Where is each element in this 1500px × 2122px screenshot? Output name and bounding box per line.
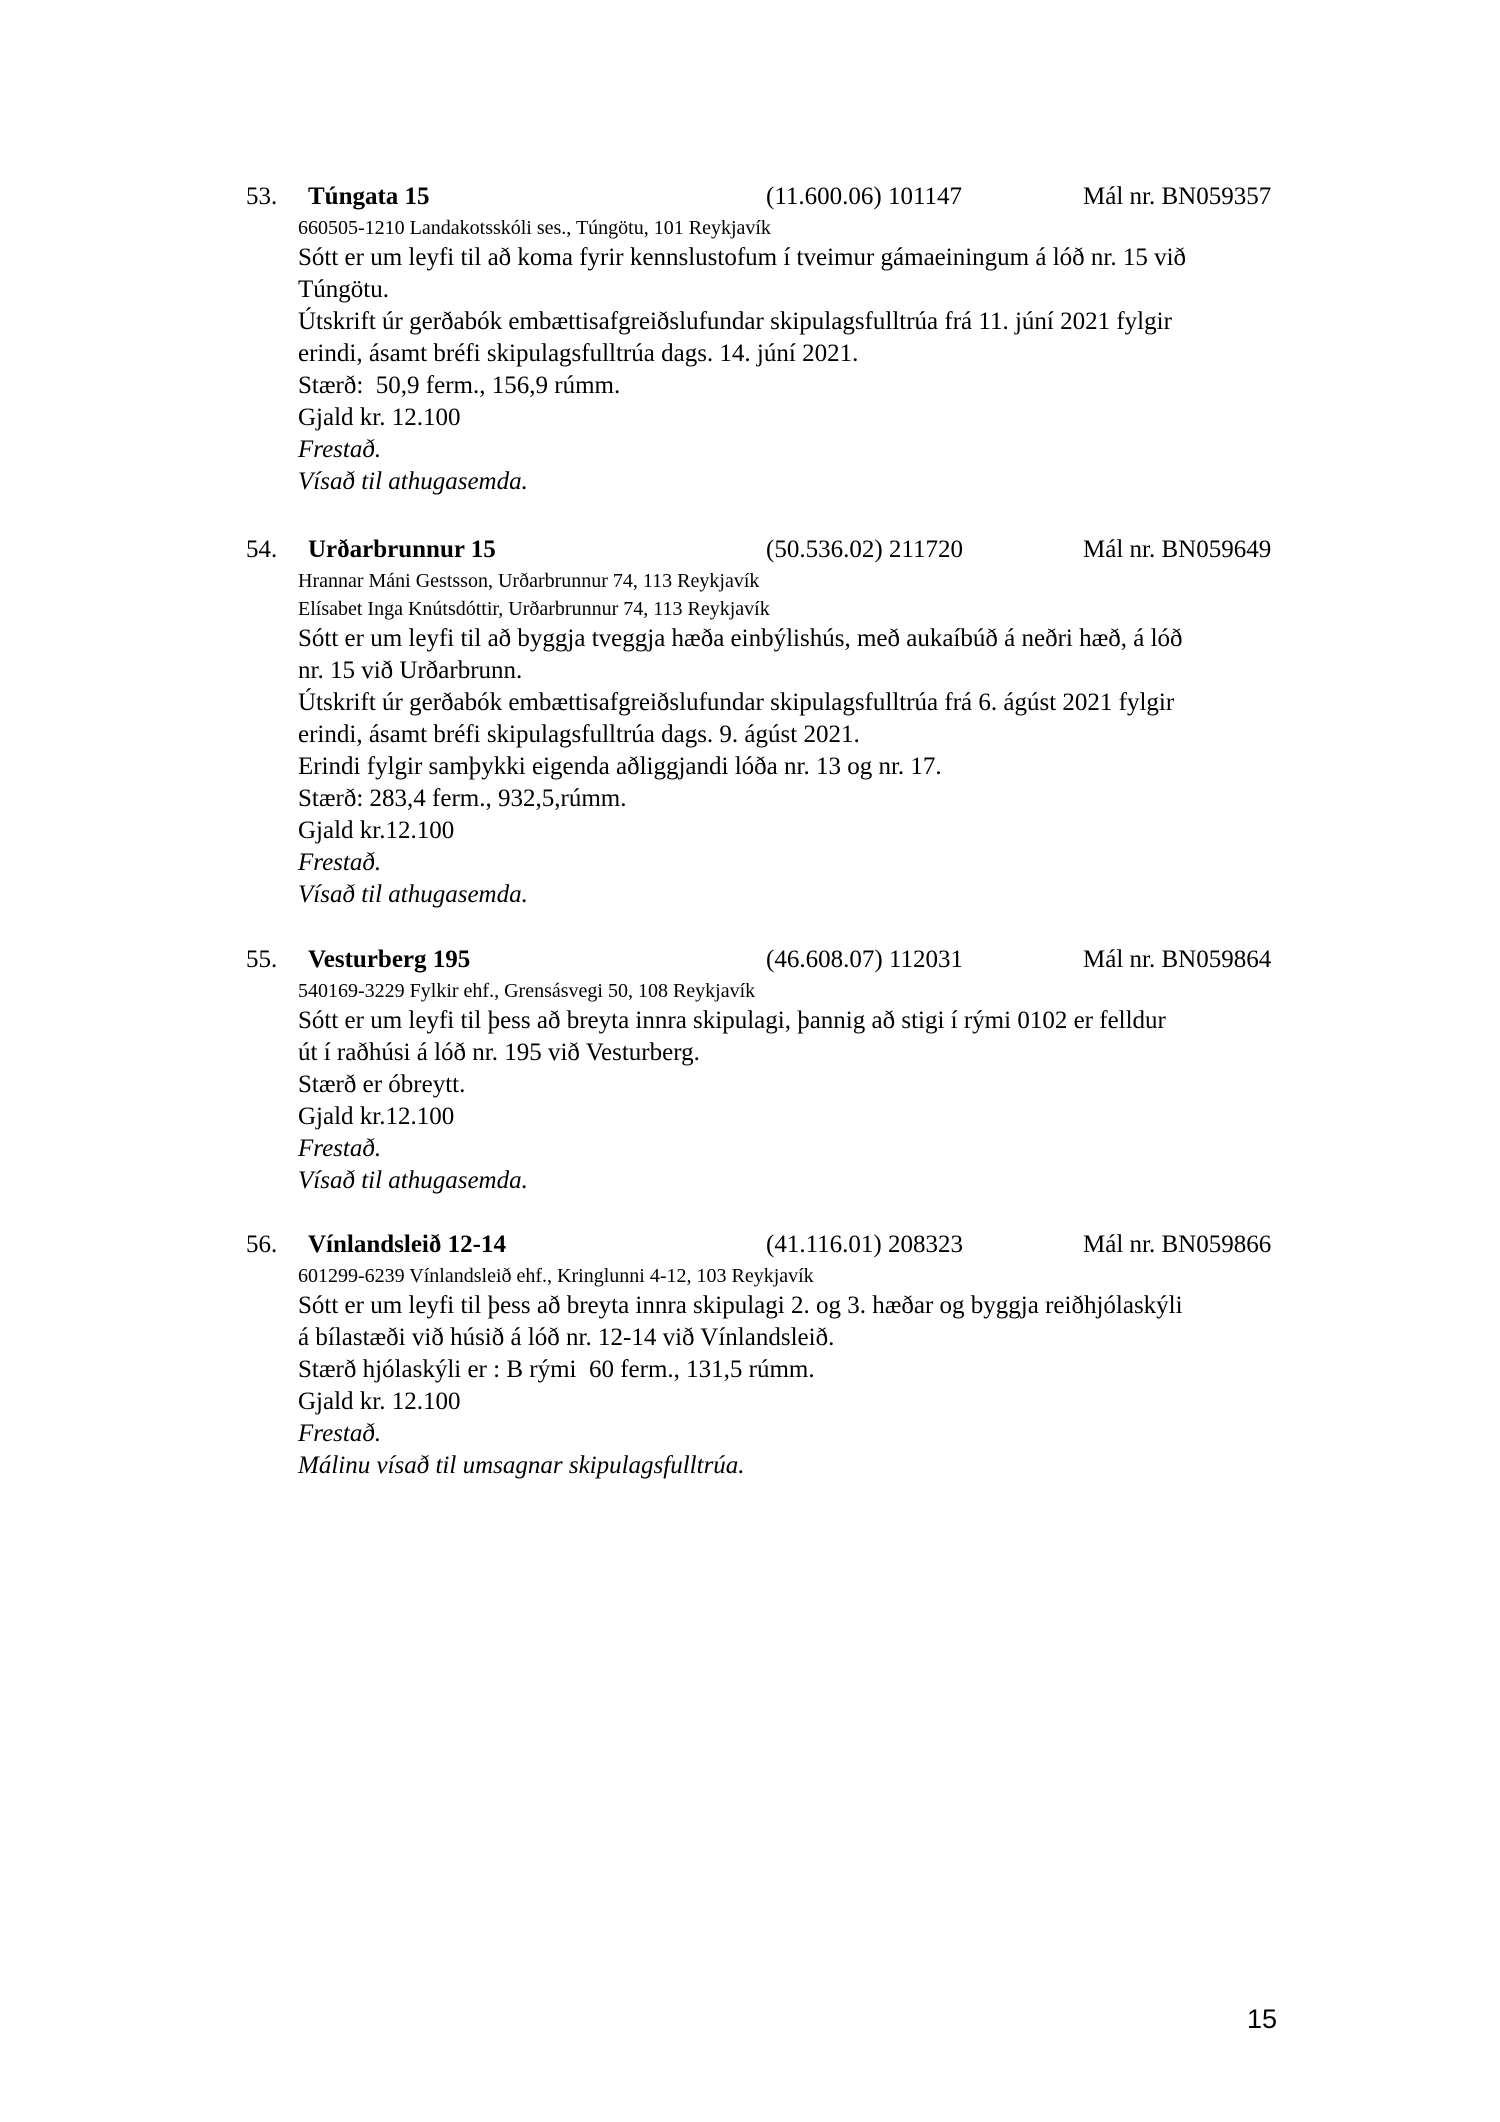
size-line: Stærð hjólaskýli er : B rými 60 ferm., 131,5 rúmm. [298, 1356, 815, 1383]
case-id: Mál nr. BN059357 [1083, 183, 1272, 210]
case-id: Mál nr. BN059866 [1083, 1231, 1272, 1258]
fee-line: Gjald kr. 12.100 [298, 1388, 461, 1415]
case-item-56 [246, 1228, 1306, 1482]
description-line: erindi, ásamt bréfi skipulagsfulltrúa dags. 9. ágúst 2021. [298, 721, 860, 748]
case-body [298, 977, 1298, 1197]
case-header [246, 533, 1306, 567]
description-line: Sótt er um leyfi til að koma fyrir kennslustofum í tveimur gámaeiningum á lóð nr. 15 við [298, 244, 1187, 271]
decision-line: Frestað. [298, 849, 382, 876]
description-line: Sótt er um leyfi til að byggja tveggja hæða einbýlishús, með aukaíbúð á neðri hæð, á lóð [298, 625, 1183, 652]
decision-line: Frestað. [298, 436, 382, 463]
applicant: Elísabet Inga Knútsdóttir, Urðarbrunnur 74, 113 Reykjavík [298, 598, 770, 620]
description-line: út í raðhúsi á lóð nr. 195 við Vesturberg. [298, 1039, 700, 1066]
applicant: Hrannar Máni Gestsson, Urðarbrunnur 74, 113 Reykjavík [298, 570, 760, 592]
case-item-55 [246, 943, 1306, 1197]
description-line: Útskrift úr gerðabók embættisafgreiðslufundar skipulagsfulltrúa frá 6. ágúst 2021 fylgir [298, 689, 1175, 716]
applicant: 540169-3229 Fylkir ehf., Grensásvegi 50, 108 Reykjavík [298, 980, 756, 1002]
case-header [246, 1228, 1306, 1262]
case-header [246, 180, 1306, 214]
page-number: 15 [1247, 2004, 1278, 2034]
applicant: 660505-1210 Landakotsskóli ses., Túngötu, 101 Reykjavík [298, 217, 771, 239]
case-title: Urðarbrunnur 15 [308, 536, 496, 563]
case-reference: (11.600.06) 101147 [766, 183, 963, 210]
description-line: nr. 15 við Urðarbrunn. [298, 657, 523, 684]
case-number: 53. [246, 183, 278, 210]
description-line: Túngötu. [298, 276, 389, 303]
case-title: Túngata 15 [308, 183, 430, 210]
size-line: Stærð: 50,9 ferm., 156,9 rúmm. [298, 372, 621, 399]
description-line: Erindi fylgir samþykki eigenda aðliggjandi lóða nr. 13 og nr. 17. [298, 753, 942, 780]
decision-line: Málinu vísað til umsagnar skipulagsfulltrúa. [298, 1452, 745, 1479]
description-line: Sótt er um leyfi til þess að breyta innra skipulagi 2. og 3. hæðar og byggja reiðhjólaskýli [298, 1292, 1183, 1319]
case-title: Vesturberg 195 [308, 946, 471, 973]
case-number: 54. [246, 536, 278, 563]
case-reference: (50.536.02) 211720 [766, 536, 963, 563]
case-number: 56. [246, 1231, 278, 1258]
case-item-54 [246, 533, 1306, 911]
case-reference: (46.608.07) 112031 [766, 946, 963, 973]
description-line: á bílastæði við húsið á lóð nr. 12-14 við Vínlandsleið. [298, 1324, 835, 1351]
description-line: Sótt er um leyfi til þess að breyta innra skipulagi, þannig að stigi í rými 0102 er felldur [298, 1007, 1166, 1034]
fee-line: Gjald kr.12.100 [298, 817, 455, 844]
size-line: Stærð: 283,4 ferm., 932,5,rúmm. [298, 785, 627, 812]
case-body [298, 214, 1298, 498]
decision-line: Vísað til athugasemda. [298, 881, 528, 908]
decision-line: Frestað. [298, 1135, 382, 1162]
case-item-53 [246, 180, 1306, 498]
description-line: Útskrift úr gerðabók embættisafgreiðslufundar skipulagsfulltrúa frá 11. júní 2021 fylgir [298, 308, 1172, 335]
case-title: Vínlandsleið 12-14 [308, 1231, 506, 1258]
case-body [298, 567, 1298, 911]
size-line: Stærð er óbreytt. [298, 1071, 466, 1098]
applicant: 601299-6239 Vínlandsleið ehf., Kringlunni 4-12, 103 Reykjavík [298, 1265, 814, 1287]
case-header [246, 943, 1306, 977]
case-id: Mál nr. BN059864 [1083, 946, 1272, 973]
fee-line: Gjald kr. 12.100 [298, 404, 461, 431]
case-number: 55. [246, 946, 278, 973]
decision-line: Vísað til athugasemda. [298, 1167, 528, 1194]
case-body [298, 1262, 1298, 1482]
case-id: Mál nr. BN059649 [1083, 536, 1272, 563]
fee-line: Gjald kr.12.100 [298, 1103, 455, 1130]
decision-line: Frestað. [298, 1420, 382, 1447]
description-line: erindi, ásamt bréfi skipulagsfulltrúa dags. 14. júní 2021. [298, 340, 859, 367]
case-reference: (41.116.01) 208323 [766, 1231, 963, 1258]
decision-line: Vísað til athugasemda. [298, 468, 528, 495]
